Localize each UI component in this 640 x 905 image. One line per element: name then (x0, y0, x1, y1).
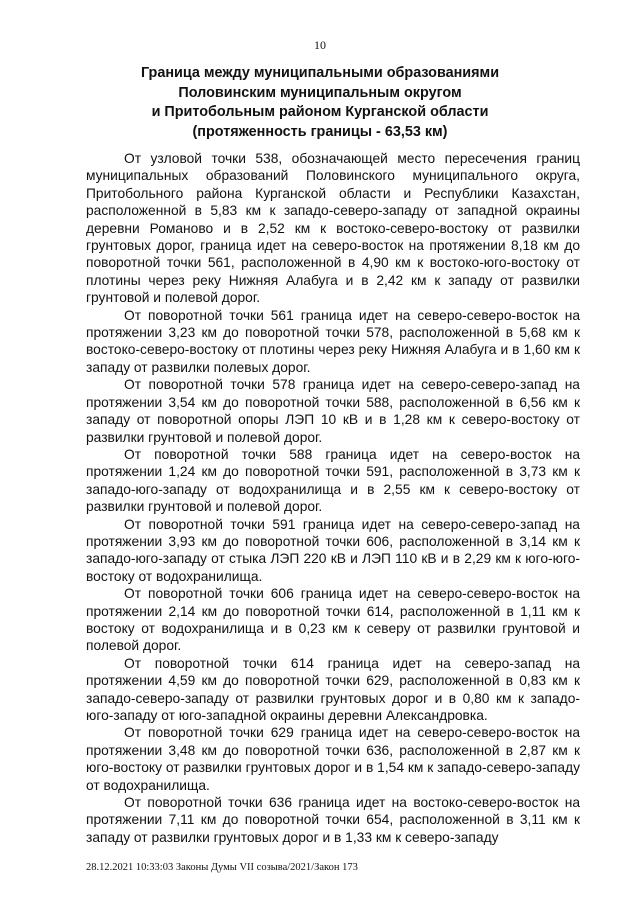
title-line-3: и Притобольным районом Курганской области (151, 104, 489, 120)
paragraph-5: От поворотной точки 591 граница идет на северо-северо-запад на протяжении 3,93 км до поворотной точки 606, расположенной в 3,14 км к западо-юго-западу от стыка ЛЭП 220 кВ и ЛЭП 110 кВ и в 2,29 км к юго-юго-востоку от водохранилища. (86, 516, 580, 584)
paragraph-3: От поворотной точки 578 граница идет на северо-северо-запад на протяжении 3,54 км до поворотной точки 588, расположенной в 6,56 км к западу от поворотной опоры ЛЭП 10 кВ и в 1,28 км к северо-востоку от развилки грунтовой и полевой дорог. (86, 377, 580, 445)
document-title (60, 64, 580, 142)
page-number: 10 (314, 38, 326, 52)
paragraph-7: От поворотной точки 614 граница идет на северо-запад на протяжении 4,59 км до поворотной точки 629, расположенной в 0,83 км к западо-северо-западу от развилки грунтовых дорог и в 0,80 км к западо-юго-западу от юго-западной окраины деревни Александровка. (86, 655, 580, 723)
document-footer: 28.12.2021 10:33:03 Законы Думы VII созыва/2021/Закон 173 (86, 862, 358, 873)
title-line-1: Граница между муниципальными образованиями (140, 65, 500, 81)
paragraph-2: От поворотной точки 561 граница идет на северо-северо-восток на протяжении 3,23 км до поворотной точки 578, расположенной в 5,68 км к востоко-северо-востоку от плотины через реку Нижняя Алабуга и в 1,60 км к западу от развилки полевых дорог. (86, 307, 580, 375)
title-line-2: Половинским муниципальным округом (178, 84, 462, 101)
paragraph-9: От поворотной точки 636 граница идет на востоко-северо-восток на протяжении 7,11 км до поворотной точки 654, расположенной в 3,11 км к западу от развилки грунтовых дорог и в 1,33 км к северо-западу (86, 795, 580, 845)
paragraph-8: От поворотной точки 629 граница идет на северо-северо-восток на протяжении 3,48 км до поворотной точки 636, расположенной в 2,87 км к юго-востоку от развилки грунтовых дорог и в 1,54 км к западо-северо-западу от водохранилища. (86, 725, 580, 793)
paragraph-4: От поворотной точки 588 граница идет на северо-восток на протяжении 1,24 км до поворотной точки 591, расположенной в 3,73 км к западо-юго-западу от водохранилища и в 2,55 км к северо-востоку от развилки грунтовой и полевой дорог. (86, 446, 580, 515)
document-body (86, 150, 580, 846)
title-line-4: (протяженность границы - 63,53 км) (192, 123, 448, 140)
paragraph-6: От поворотной точки 606 граница идет на северо-северо-восток на протяжении 2,14 км до поворотной точки 614, расположенной в 1,11 км к востоку от водохранилища и в 0,23 км к северу от развилки грунтовой и полевой дорог. (86, 586, 580, 654)
paragraph-1: От узловой точки 538, обозначающей место пересечения границ муниципальных образований Половинского муниципального округа, Притобольного района Курганской области и Республики Казахстан, расположенной в 5,83 км к западо-северо-западу от западной окраины деревни Романово и в 2,52 км к востоко-северо-востоку от развилки грунтовых дорог, граница идет на северо-восток на протяжении 8,18 км до поворотной точки 561, расположенной в 4,90 км к востоко-юго-востоку от плотины через реку Нижняя Алабуга и в 2,42 км к западу от развилки грунтовой и полевой дорог. (86, 151, 580, 306)
